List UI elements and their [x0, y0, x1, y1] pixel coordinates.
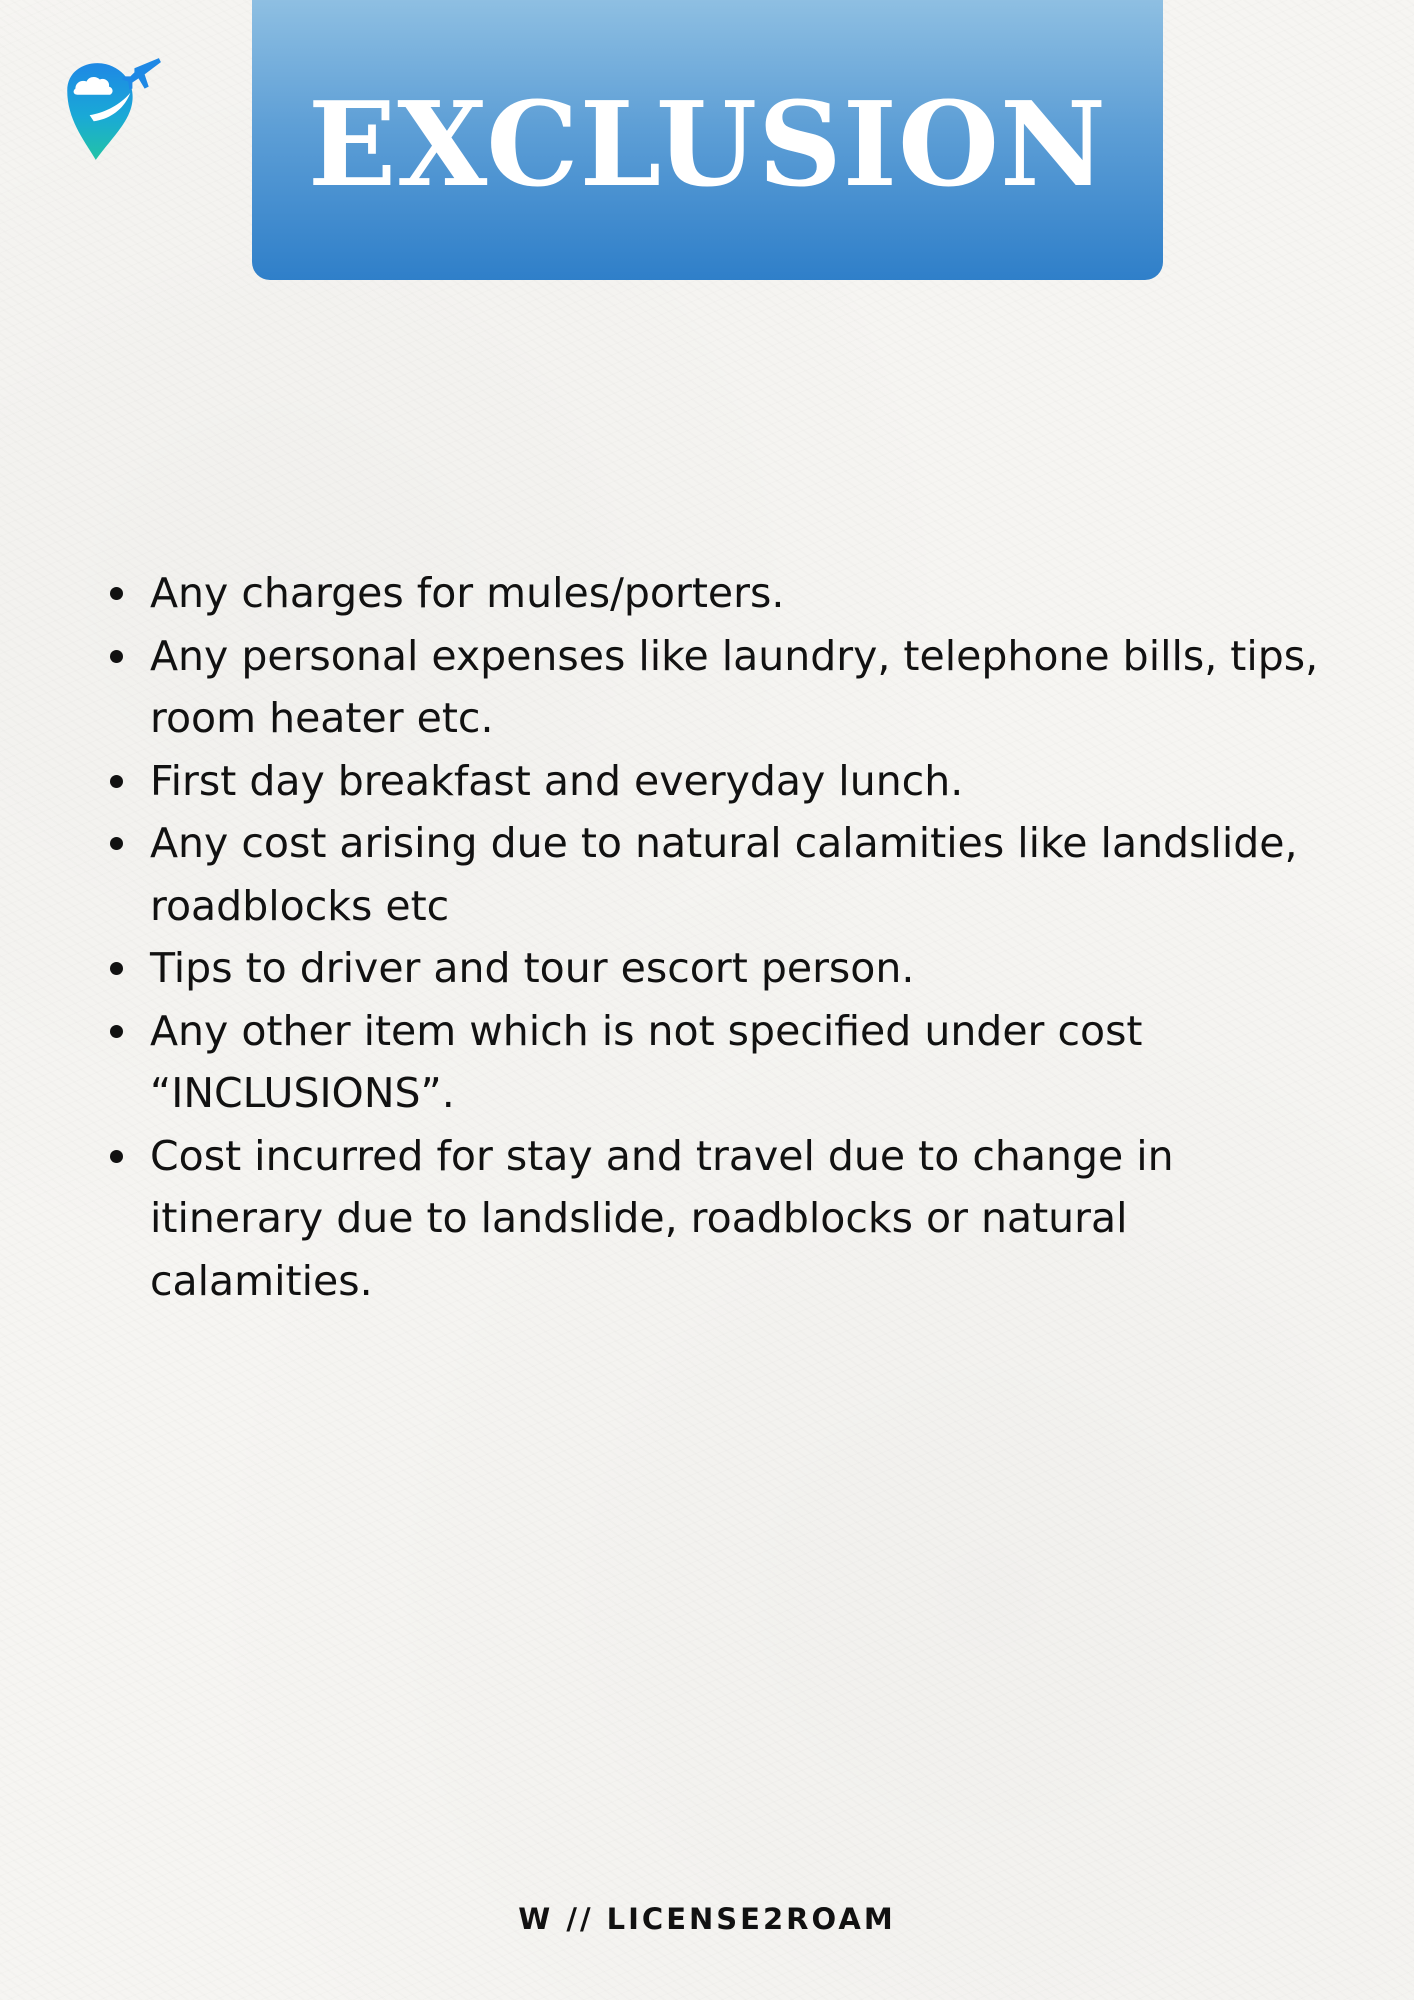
bullet-icon [110, 1150, 123, 1163]
list-item [104, 1125, 1334, 1313]
brand-logo [58, 54, 162, 166]
bullet-icon [110, 962, 123, 975]
list-item-text: Any charges for mules/porters. [150, 569, 785, 617]
list-item-text: Any personal expenses like laundry, telephone bills, tips, room heater etc. [150, 631, 1319, 742]
list-item-text: Any other item which is not specified under cost “INCLUSIONS”. [150, 1006, 1143, 1117]
list-item-text: First day breakfast and everyday lunch. [150, 756, 964, 805]
bullet-icon [110, 1025, 123, 1038]
bullet-icon [110, 837, 123, 850]
bullet-icon [110, 587, 123, 600]
list-item-text: Tips to driver and tour escort person. [150, 944, 915, 992]
footer-website-label: W // LICENSE2ROAM [518, 1902, 896, 1936]
header-banner [252, 0, 1163, 280]
list-item-text: Any cost arising due to natural calamities like landslide, roadblocks etc [150, 819, 1298, 930]
travel-pin-plane-icon [58, 54, 162, 166]
list-item [104, 625, 1334, 750]
list-item [104, 937, 1334, 1000]
bullet-icon [110, 650, 123, 663]
list-item [104, 750, 1334, 813]
list-item-text: Cost incurred for stay and travel due to change in itinerary due to landslide, roadblocks or natural calamities. [150, 1131, 1174, 1305]
list-item [104, 812, 1334, 937]
list-item [104, 1000, 1334, 1125]
bullet-icon [110, 775, 123, 788]
page-title: EXCLUSION [307, 77, 1108, 213]
exclusion-list [104, 562, 1334, 1312]
list-item [104, 562, 1334, 625]
